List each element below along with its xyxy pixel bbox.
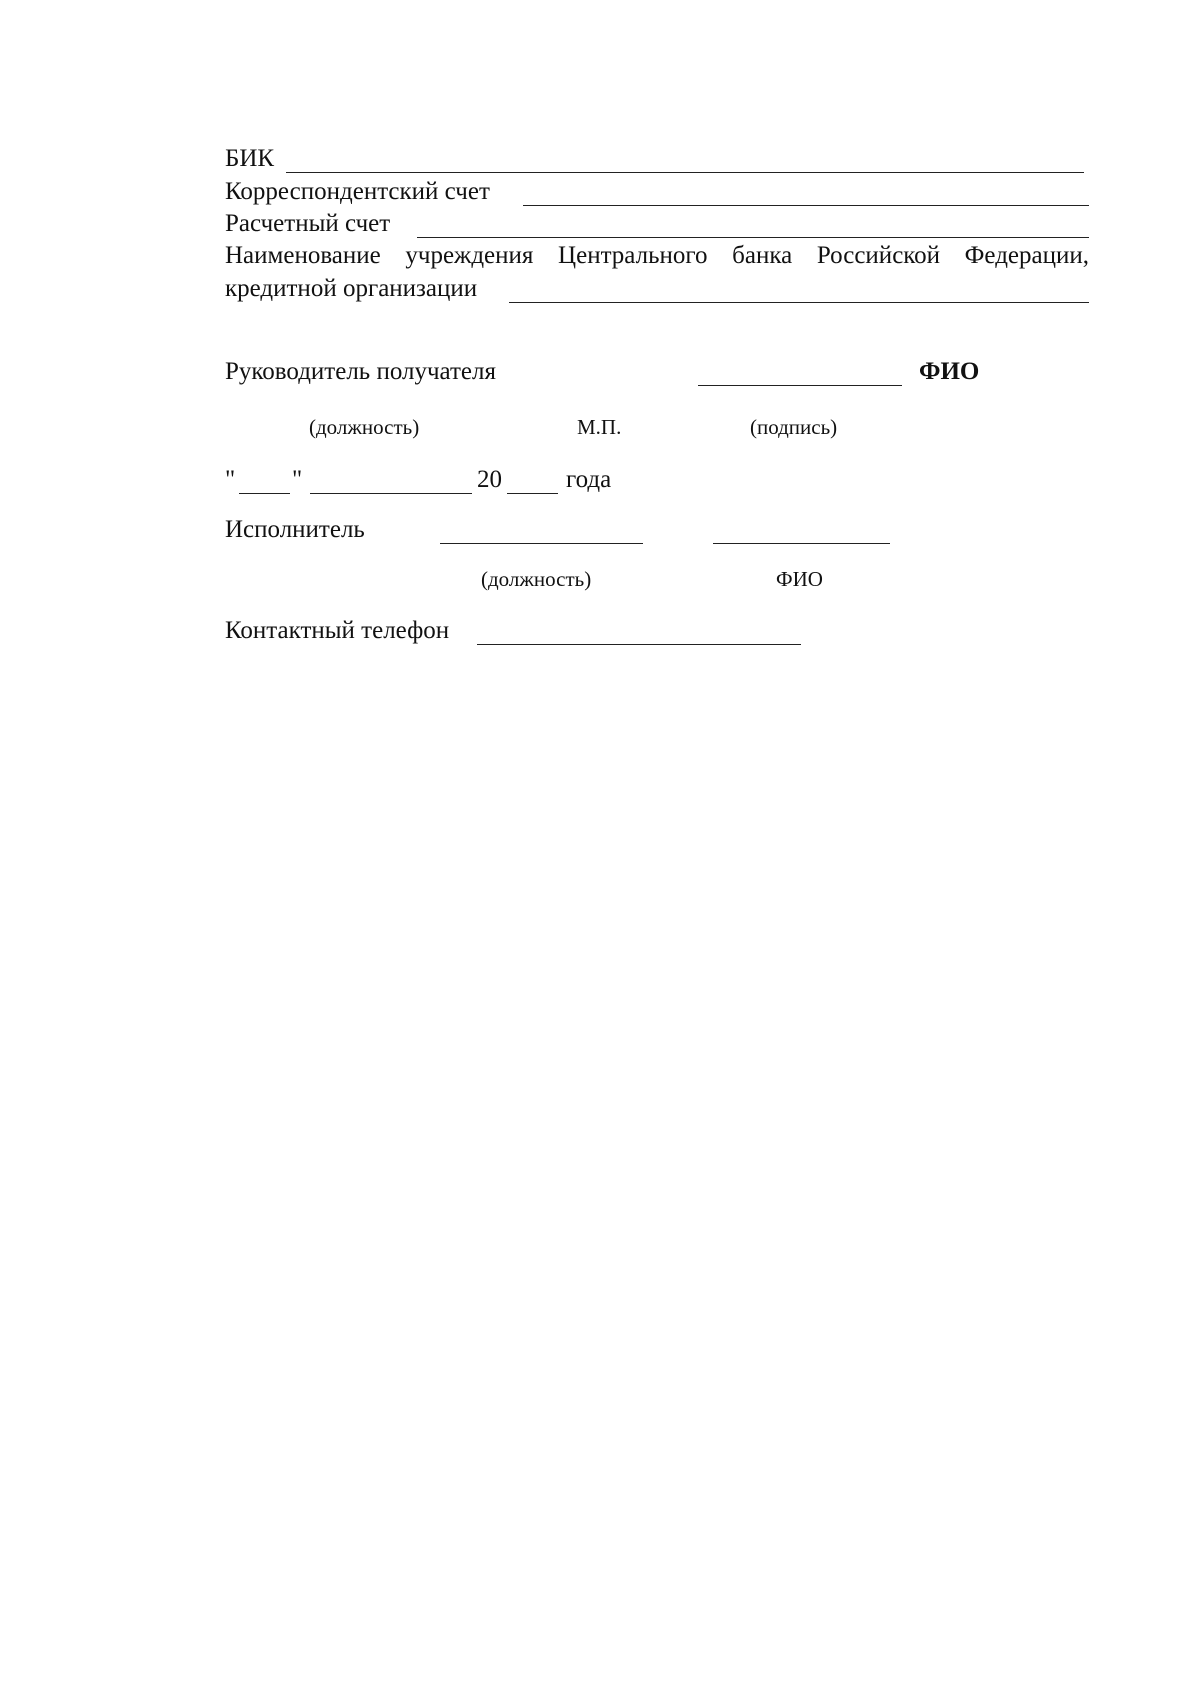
day-field[interactable]	[239, 493, 290, 494]
head-label: Руководитель получателя	[225, 358, 496, 385]
bik-field[interactable]	[286, 172, 1084, 173]
executor-position-field[interactable]	[440, 543, 643, 544]
executor-position-hint: (должность)	[481, 567, 592, 591]
settlement-account-label: Расчетный счет	[225, 210, 391, 237]
institution-label-line1: Наименование учреждения Центрального банка Российской Федерации,	[225, 242, 1089, 269]
corr-account-field[interactable]	[523, 205, 1089, 206]
phone-field[interactable]	[477, 644, 801, 645]
institution-label-line2: кредитной организации	[225, 275, 478, 302]
executor-fio-field[interactable]	[713, 543, 890, 544]
seal-hint: М.П.	[577, 415, 622, 439]
executor-fio-hint: ФИО	[776, 567, 823, 591]
phone-label: Контактный телефон	[225, 617, 450, 644]
month-field[interactable]	[310, 493, 472, 494]
bik-label: БИК	[225, 145, 275, 172]
institution-field[interactable]	[509, 302, 1089, 303]
corr-account-label: Корреспондентский счет	[225, 178, 490, 205]
date-close-quote: "	[292, 466, 303, 493]
executor-label: Исполнитель	[225, 516, 365, 543]
year-prefix: 20	[477, 466, 502, 493]
signature-hint: (подпись)	[750, 415, 838, 439]
head-position-hint: (должность)	[309, 415, 420, 439]
head-fio-label: ФИО	[919, 358, 980, 385]
head-signature-field[interactable]	[698, 385, 902, 386]
date-open-quote: "	[225, 466, 236, 493]
year-suffix: года	[566, 466, 612, 493]
settlement-account-field[interactable]	[417, 237, 1089, 238]
year-field[interactable]	[507, 493, 558, 494]
